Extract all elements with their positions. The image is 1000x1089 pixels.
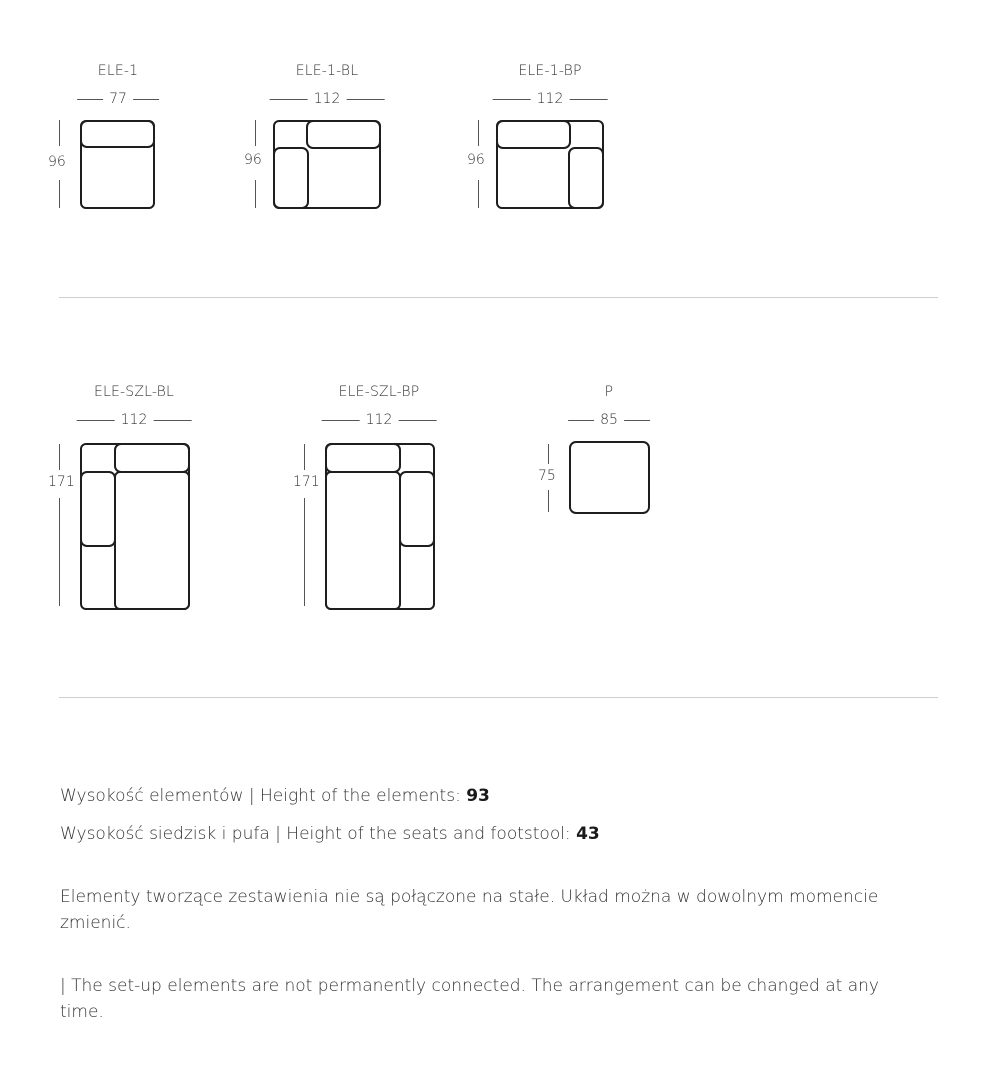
footstool-outline — [570, 442, 649, 513]
backrest-outline — [81, 121, 154, 147]
chaise-outline — [115, 472, 189, 609]
module-ele-szl-bl-drawing — [80, 443, 190, 611]
height-tick-top — [304, 444, 305, 470]
armrest-outline — [400, 472, 434, 546]
height-value: 75 — [538, 468, 556, 484]
backrest-outline — [326, 444, 400, 472]
seats-height-label: Wysokość siedzisk i pufa | Height of the seats and footstool: — [60, 824, 571, 844]
elements-height-label: Wysokość elementów | Height of the elements: — [60, 786, 461, 806]
backrest-outline — [307, 121, 380, 148]
width-value: 112 — [313, 91, 341, 107]
module-p-drawing — [569, 441, 651, 515]
height-tick-top — [59, 120, 60, 146]
width-value: 112 — [120, 412, 148, 428]
armrest-outline — [274, 148, 308, 208]
width-dimension — [568, 412, 650, 428]
module-name: ELE-SZL-BP — [338, 384, 420, 400]
module-ele-1-drawing — [80, 120, 156, 210]
height-value: 171 — [48, 474, 75, 490]
width-dimension — [77, 412, 192, 428]
elements-height-line — [60, 786, 490, 806]
module-name: ELE-1-BL — [295, 63, 359, 79]
seats-height-value: 43 — [576, 824, 600, 844]
module-name: ELE-SZL-BL — [93, 384, 175, 400]
elements-height-value: 93 — [466, 786, 490, 806]
divider — [59, 697, 938, 698]
module-name: P — [604, 384, 614, 400]
width-dimension — [493, 91, 608, 107]
note-english: | The set-up elements are not permanently connected. The arrangement can be changed at any time. — [60, 976, 879, 1022]
backrest-outline — [115, 444, 189, 472]
module-ele-1-bp-drawing — [496, 120, 606, 210]
height-value: 96 — [244, 152, 262, 168]
chaise-outline — [326, 472, 400, 609]
armrest-outline — [569, 148, 603, 208]
height-tick-bottom — [59, 498, 60, 606]
note-polish: Elementy tworzące zestawienia nie są połączone na stałe. Układ można w dowolnym momencie zmienić. — [60, 887, 879, 933]
height-tick-bottom — [478, 180, 479, 208]
divider — [59, 297, 938, 298]
height-tick-top — [255, 120, 256, 146]
height-tick-bottom — [59, 180, 60, 208]
width-dimension — [270, 91, 385, 107]
width-value: 77 — [109, 91, 127, 107]
height-value: 171 — [293, 474, 320, 490]
width-dimension — [77, 91, 159, 107]
width-value: 85 — [600, 412, 618, 428]
height-tick-top — [478, 120, 479, 146]
seats-height-line — [60, 824, 600, 844]
module-name: ELE-1 — [97, 63, 139, 79]
width-dimension — [322, 412, 437, 428]
height-tick-bottom — [304, 498, 305, 606]
height-tick-top — [548, 444, 549, 464]
height-value: 96 — [467, 152, 485, 168]
width-value: 112 — [536, 91, 564, 107]
width-value: 112 — [365, 412, 393, 428]
armrest-outline — [81, 472, 115, 546]
backrest-outline — [497, 121, 570, 148]
module-ele-1-bl-drawing — [273, 120, 383, 210]
module-name: ELE-1-BP — [518, 63, 582, 79]
height-tick-bottom — [548, 490, 549, 512]
module-ele-szl-bp-drawing — [325, 443, 435, 611]
height-value: 96 — [48, 154, 66, 170]
height-tick-top — [59, 444, 60, 470]
height-tick-bottom — [255, 180, 256, 208]
